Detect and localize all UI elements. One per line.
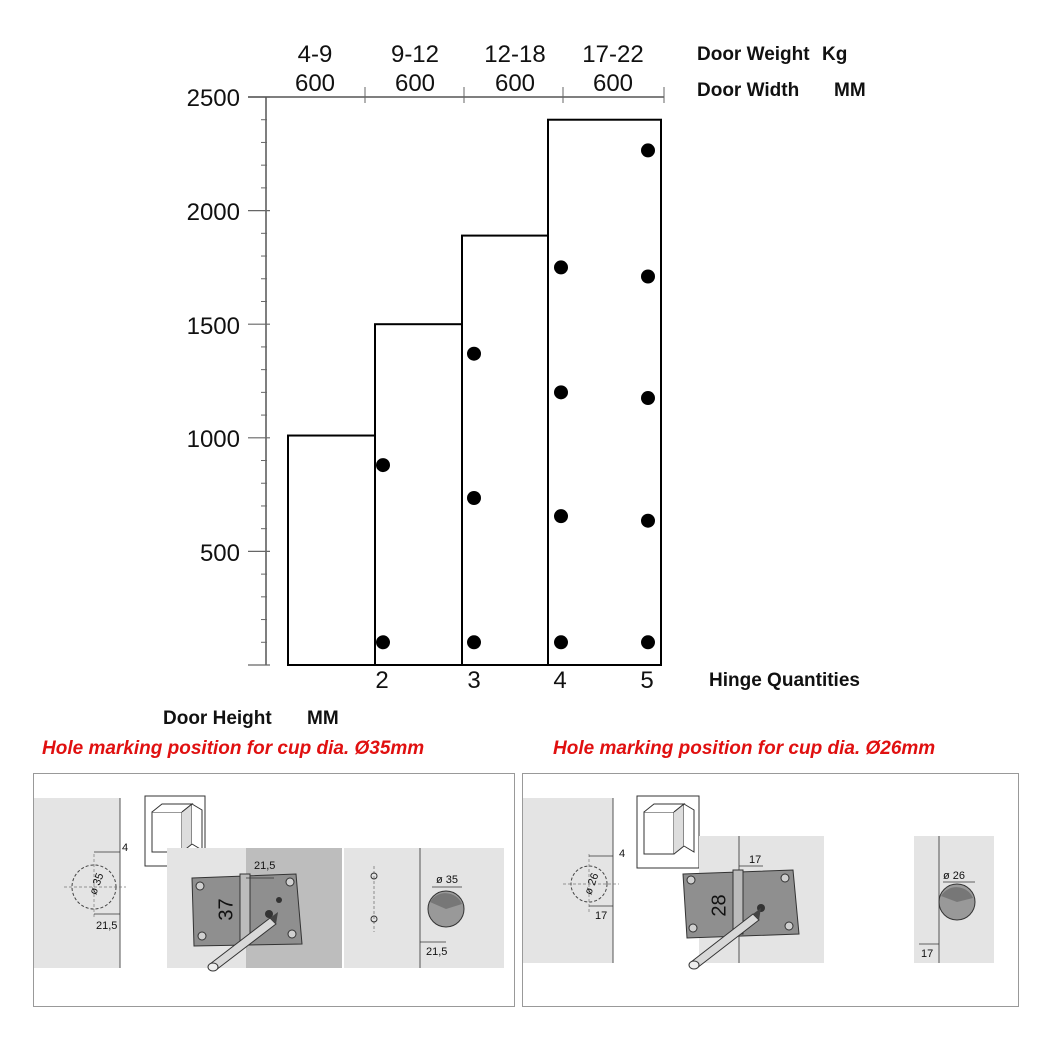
hinge-position-dot <box>641 391 655 405</box>
door-height-unit: MM <box>307 708 339 729</box>
hinge-position-dot <box>554 385 568 399</box>
hinge-position-dot <box>554 260 568 274</box>
weight-value: 17-22 <box>582 41 644 68</box>
dim-cup2-35: ø 35 <box>436 874 459 886</box>
dim-plate-21-5: 21,5 <box>254 860 276 872</box>
width-value: 600 <box>494 70 536 97</box>
door-weight-unit: Kg <box>822 44 848 65</box>
weight-header-1 <box>265 40 365 98</box>
dim-offset2-21-5: 21,5 <box>426 946 448 958</box>
y-tick-label: 2000 <box>186 199 240 226</box>
dim-cup-35: ø 35 <box>87 871 107 897</box>
dim-cup-26: ø 26 <box>582 871 602 897</box>
cup35-diagram <box>33 773 515 1007</box>
weight-header-4 <box>563 40 663 98</box>
dim-offset2-17: 17 <box>921 948 934 960</box>
door-width-unit: MM <box>834 80 866 101</box>
y-tick-label: 500 <box>199 540 240 567</box>
y-tick-label: 2500 <box>186 85 240 112</box>
hinge-qty-2: 2 <box>375 667 389 694</box>
hinge-position-dot <box>641 635 655 649</box>
dim-cup2-26: ø 26 <box>943 870 966 882</box>
hinge-position-dot <box>376 458 390 472</box>
weight-value: 9-12 <box>390 41 440 68</box>
cup26-diagram <box>522 773 1019 1007</box>
width-value: 600 <box>592 70 634 97</box>
y-tick-label: 1000 <box>186 426 240 453</box>
dim-plate-17: 17 <box>749 854 762 866</box>
door-weight-label: Door Weight <box>697 44 810 65</box>
weight-value: 12-18 <box>484 41 546 68</box>
hinge-qty-5: 5 <box>640 667 654 694</box>
hinge-position-dot <box>641 514 655 528</box>
weight-value: 4-9 <box>297 41 333 68</box>
dim-edge-4: 4 <box>619 848 626 860</box>
weight-header-3 <box>465 40 565 98</box>
dim-offset-17: 17 <box>595 910 608 922</box>
weight-header-2 <box>365 40 465 98</box>
dim-offset-21-5: 21,5 <box>96 920 118 932</box>
hinge-quantities-label: Hinge Quantities <box>709 670 860 691</box>
hinge-position-dot <box>376 635 390 649</box>
hinge-position-dot <box>641 143 655 157</box>
hinge-position-dot <box>467 347 481 361</box>
cup35-drawing <box>34 774 514 1006</box>
hinge-qty-4: 4 <box>553 667 567 694</box>
width-value: 600 <box>294 70 336 97</box>
cup26-title: Hole marking position for cup dia. Ø26mm <box>553 738 936 759</box>
hinge-position-dot <box>467 491 481 505</box>
hinge-position-dot <box>554 509 568 523</box>
plate-number-37: 37 <box>215 898 238 921</box>
y-tick-label: 1500 <box>186 313 240 340</box>
door-height-label: Door Height <box>163 708 272 729</box>
hinge-position-dot <box>467 635 481 649</box>
hinge-position-dot <box>641 269 655 283</box>
hinge-qty-3: 3 <box>467 667 481 694</box>
plate-number-28: 28 <box>708 894 731 917</box>
dim-edge-4: 4 <box>122 842 129 854</box>
cup35-title: Hole marking position for cup dia. Ø35mm <box>42 738 425 759</box>
door-width-label: Door Width <box>697 80 800 101</box>
cup26-drawing <box>523 774 1018 1006</box>
width-value: 600 <box>394 70 436 97</box>
hinge-position-dot <box>554 635 568 649</box>
